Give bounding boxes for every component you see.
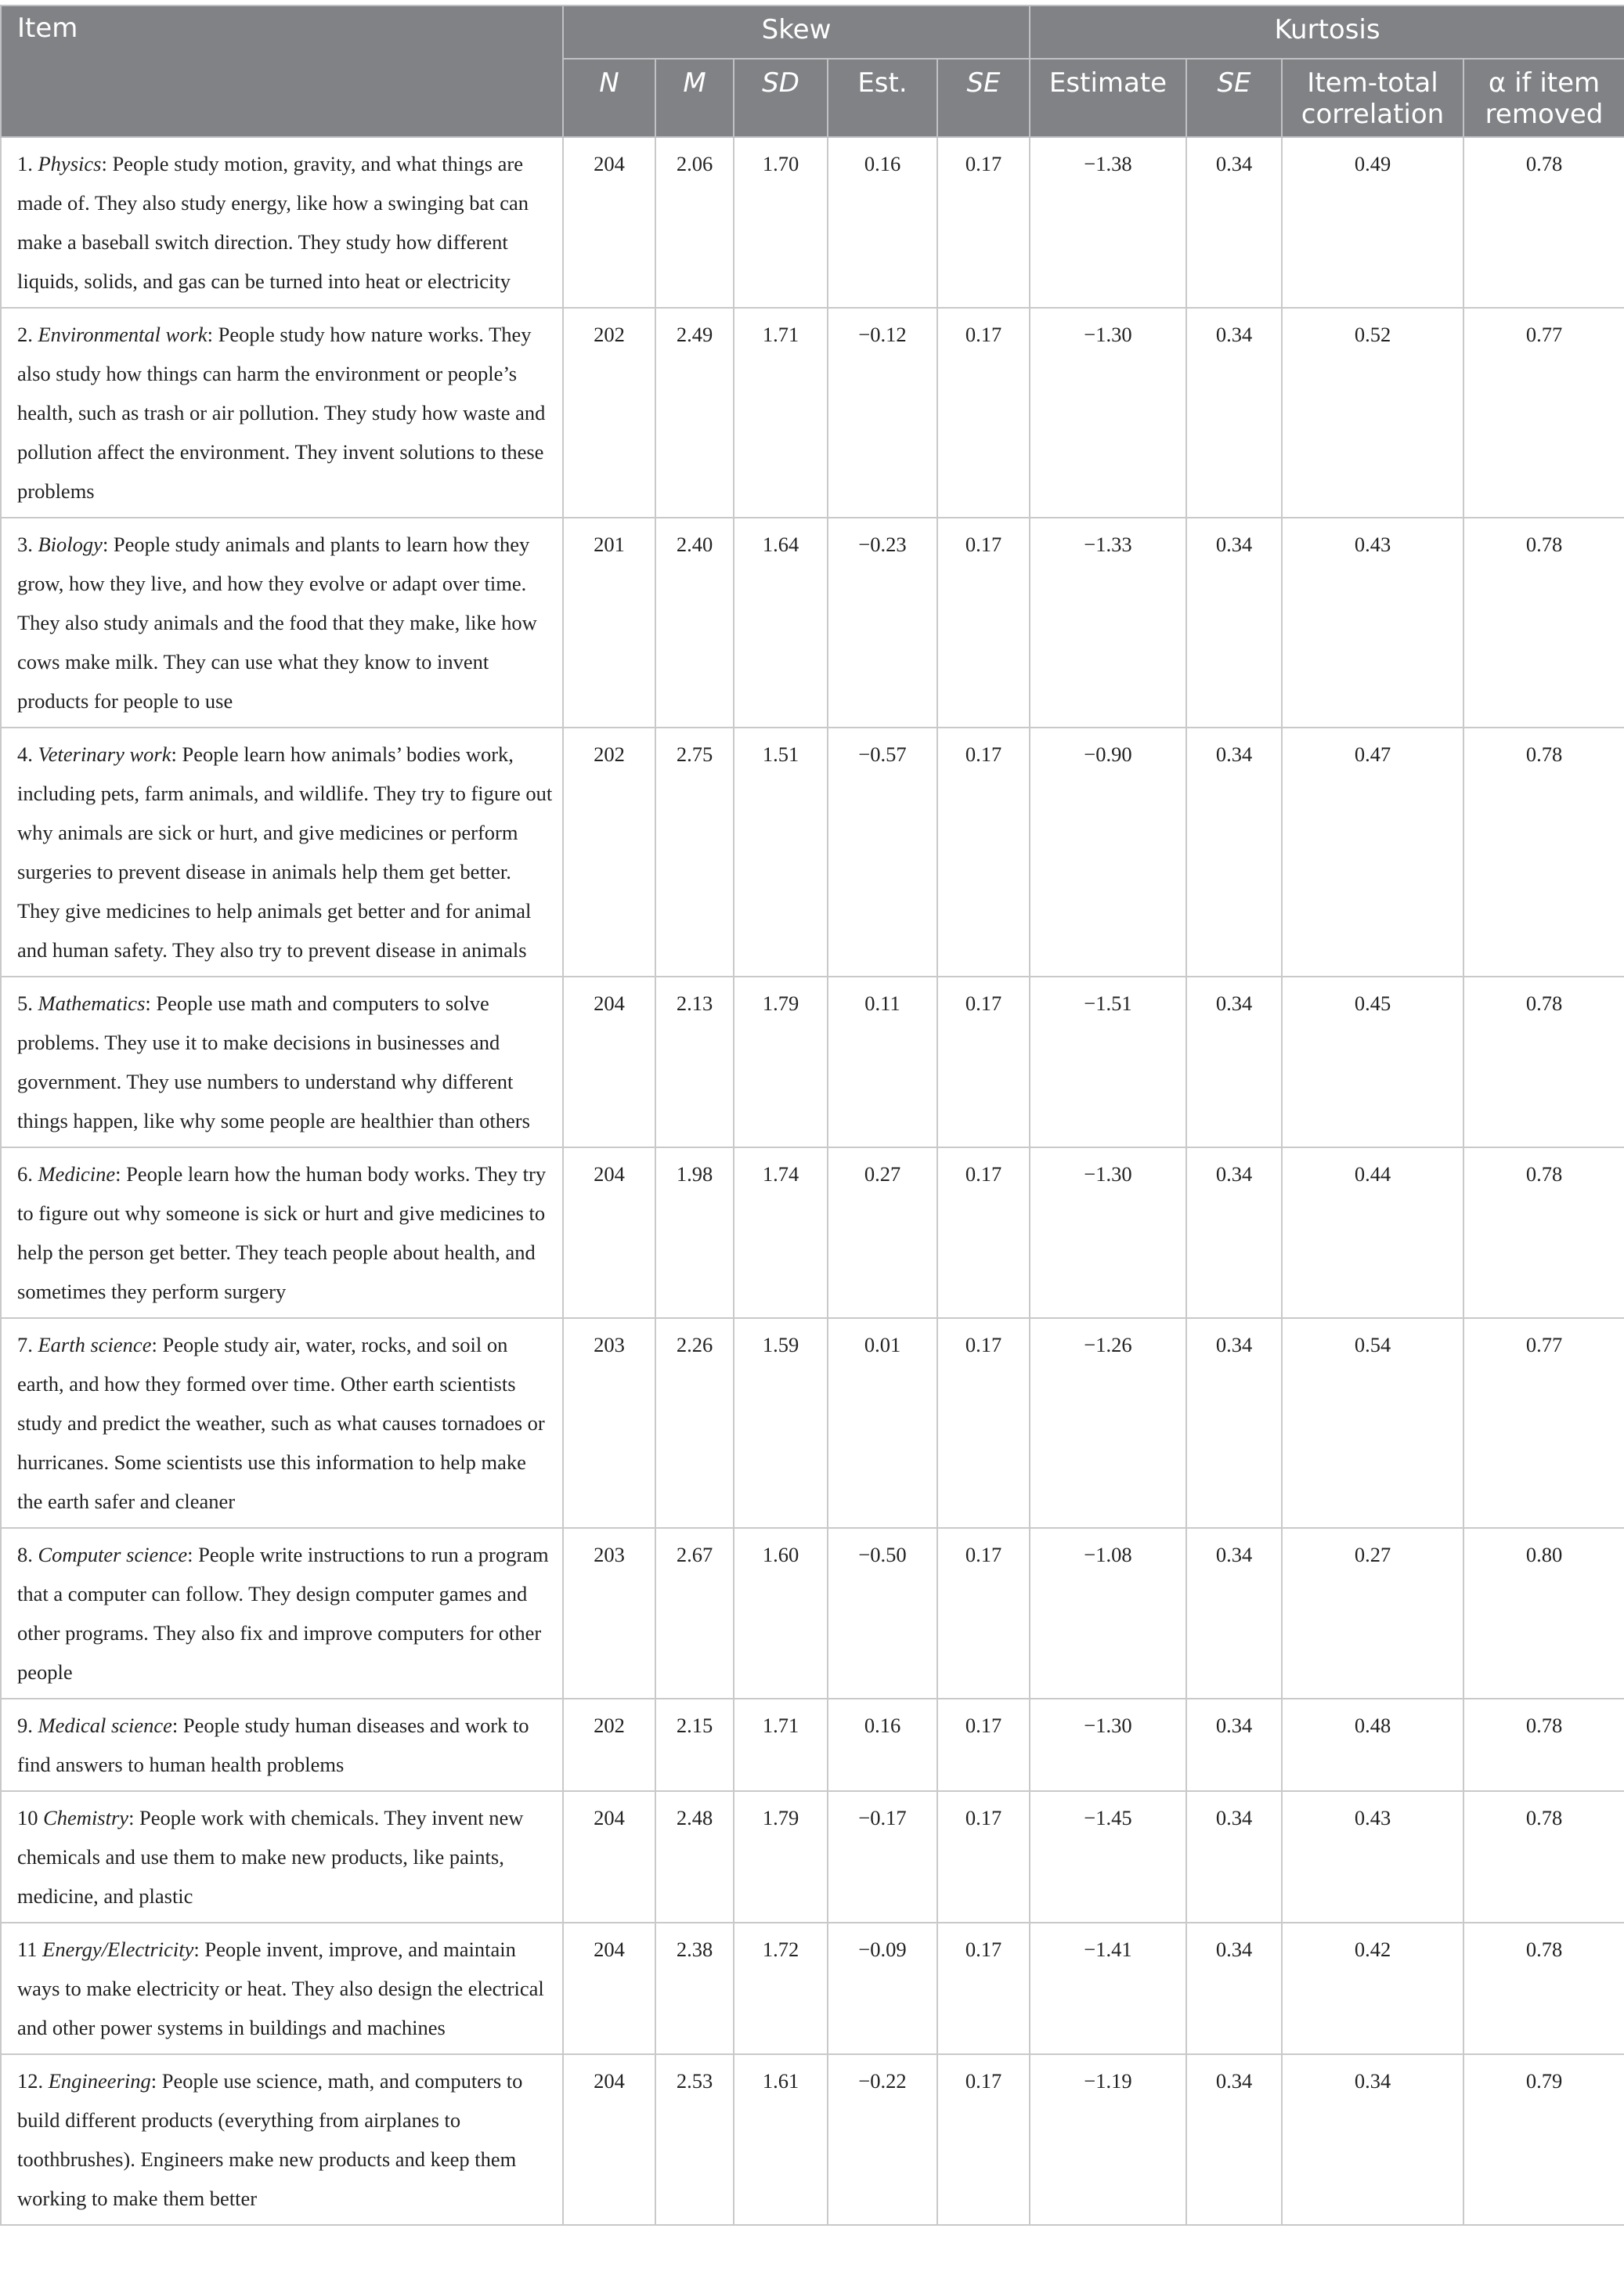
item-name: Medicine: [38, 1162, 116, 1186]
item-total-correlation-cell: 0.43: [1282, 1791, 1463, 1923]
alpha-if-removed-cell: 0.77: [1463, 308, 1624, 518]
table-row: [1, 2054, 1624, 2225]
item-statistics-table: [0, 5, 1624, 2226]
skew-est-cell: −0.50: [828, 1528, 937, 1699]
item-name: Energy/Electricity: [42, 1938, 194, 1961]
skew-est-cell: 0.01: [828, 1318, 937, 1528]
skew-est-cell: −0.17: [828, 1791, 937, 1923]
m-cell: 2.49: [655, 308, 734, 518]
item-description-cell: [1, 1923, 563, 2054]
kurtosis-se-cell: 0.34: [1186, 1791, 1282, 1923]
item-description: : People study how nature works. They also study how things can harm the environment or people’s health, such as trash or air pollution. They study how waste and pollution affect the environment. They invent solutions to these problems: [17, 323, 546, 503]
n-cell: 204: [563, 1923, 655, 2054]
item-description: : People use math and computers to solve problems. They use it to make decisions in businesses and government. They use numbers to understand why different things happen, like why some people are healthier than others: [17, 991, 530, 1132]
n-cell: 202: [563, 1699, 655, 1791]
n-cell: 202: [563, 308, 655, 518]
alpha-if-removed-cell: 0.77: [1463, 1318, 1624, 1528]
kurtosis-se-cell: 0.34: [1186, 1318, 1282, 1528]
item-name: Chemistry: [43, 1806, 129, 1829]
header-kurtosis: Kurtosis: [1030, 5, 1624, 59]
alpha-if-removed-cell: 0.78: [1463, 518, 1624, 728]
m-cell: 2.26: [655, 1318, 734, 1528]
item-name: Veterinary work: [38, 742, 171, 766]
item-name: Environmental work: [38, 323, 208, 346]
item-total-correlation-cell: 0.52: [1282, 308, 1463, 518]
alpha-if-removed-cell: 0.78: [1463, 1147, 1624, 1318]
header-alpha-if-removed: α if item removed: [1463, 59, 1624, 137]
item-total-correlation-cell: 0.34: [1282, 2054, 1463, 2225]
skew-se-cell: 0.17: [937, 977, 1030, 1147]
header-sd: SD: [734, 59, 828, 137]
alpha-if-removed-cell: 0.80: [1463, 1528, 1624, 1699]
item-description-cell: [1, 1147, 563, 1318]
item-name: Earth science: [38, 1333, 152, 1356]
alpha-if-removed-cell: 0.79: [1463, 2054, 1624, 2225]
item-number: 2.: [17, 323, 33, 346]
skew-est-cell: 0.27: [828, 1147, 937, 1318]
skew-se-cell: 0.17: [937, 137, 1030, 308]
item-description-cell: [1, 137, 563, 308]
kurtosis-estimate-cell: −1.26: [1030, 1318, 1186, 1528]
item-total-correlation-cell: 0.47: [1282, 728, 1463, 977]
header-est: Est.: [828, 59, 937, 137]
item-description: : People work with chemicals. They invent new chemicals and use them to make new products, like paints, medicine, and plastic: [17, 1806, 524, 1908]
skew-est-cell: 0.11: [828, 977, 937, 1147]
sd-cell: 1.64: [734, 518, 828, 728]
alpha-if-removed-cell: 0.78: [1463, 1699, 1624, 1791]
header-n: N: [563, 59, 655, 137]
item-total-correlation-cell: 0.43: [1282, 518, 1463, 728]
n-cell: 204: [563, 1791, 655, 1923]
item-number: 8.: [17, 1543, 33, 1566]
m-cell: 2.67: [655, 1528, 734, 1699]
skew-se-cell: 0.17: [937, 1699, 1030, 1791]
n-cell: 201: [563, 518, 655, 728]
skew-se-cell: 0.17: [937, 1147, 1030, 1318]
skew-est-cell: −0.57: [828, 728, 937, 977]
item-total-correlation-cell: 0.44: [1282, 1147, 1463, 1318]
item-description: : People write instructions to run a program that a computer can follow. They design computer games and other programs. They also fix and improve computers for other people: [17, 1543, 549, 1684]
kurtosis-estimate-cell: −1.33: [1030, 518, 1186, 728]
item-number: 4.: [17, 742, 33, 766]
table-row: [1, 977, 1624, 1147]
item-description-cell: [1, 1699, 563, 1791]
item-name: Physics: [38, 152, 102, 175]
n-cell: 204: [563, 2054, 655, 2225]
table-row: [1, 1528, 1624, 1699]
kurtosis-estimate-cell: −1.30: [1030, 1699, 1186, 1791]
item-name: Biology: [38, 533, 103, 556]
m-cell: 2.13: [655, 977, 734, 1147]
item-name: Computer science: [38, 1543, 188, 1566]
table-body: [1, 137, 1624, 2225]
kurtosis-estimate-cell: −1.38: [1030, 137, 1186, 308]
item-number: 10: [17, 1806, 38, 1829]
header-se: SE: [937, 59, 1030, 137]
kurtosis-se-cell: 0.34: [1186, 1699, 1282, 1791]
item-number: 6.: [17, 1162, 33, 1186]
kurtosis-estimate-cell: −1.45: [1030, 1791, 1186, 1923]
sd-cell: 1.74: [734, 1147, 828, 1318]
kurtosis-estimate-cell: −1.30: [1030, 1147, 1186, 1318]
n-cell: 204: [563, 137, 655, 308]
m-cell: 2.15: [655, 1699, 734, 1791]
item-description-cell: [1, 518, 563, 728]
header-estimate: Estimate: [1030, 59, 1186, 137]
kurtosis-se-cell: 0.34: [1186, 308, 1282, 518]
item-description: : People learn how the human body works. They try to figure out why someone is sick or hurt and give medicines to help the person get better. They teach people about health, and sometimes they perform surgery: [17, 1162, 547, 1303]
alpha-if-removed-cell: 0.78: [1463, 977, 1624, 1147]
n-cell: 203: [563, 1528, 655, 1699]
skew-se-cell: 0.17: [937, 2054, 1030, 2225]
table-row: [1, 308, 1624, 518]
table-row: [1, 518, 1624, 728]
skew-se-cell: 0.17: [937, 1318, 1030, 1528]
kurtosis-se-cell: 0.34: [1186, 1528, 1282, 1699]
header-item: Item: [1, 5, 563, 137]
item-description-cell: [1, 1318, 563, 1528]
skew-est-cell: −0.23: [828, 518, 937, 728]
item-description-cell: [1, 2054, 563, 2225]
item-description: : People study motion, gravity, and what things are made of. They also study energy, like how a swinging bat can make a baseball switch direction. They study how different liquids, solids, and gas can be turned into heat or electricity: [17, 152, 529, 293]
kurtosis-se-cell: 0.34: [1186, 1923, 1282, 2054]
m-cell: 1.98: [655, 1147, 734, 1318]
skew-se-cell: 0.17: [937, 728, 1030, 977]
kurtosis-estimate-cell: −1.51: [1030, 977, 1186, 1147]
item-description: : People study human diseases and work to find answers to human health problems: [17, 1714, 529, 1776]
item-description-cell: [1, 977, 563, 1147]
header-item-total-correlation: Item-total correlation: [1282, 59, 1463, 137]
skew-se-cell: 0.17: [937, 1528, 1030, 1699]
item-total-correlation-cell: 0.42: [1282, 1923, 1463, 2054]
n-cell: 204: [563, 977, 655, 1147]
sd-cell: 1.79: [734, 977, 828, 1147]
item-name: Medical science: [38, 1714, 172, 1737]
n-cell: 203: [563, 1318, 655, 1528]
header-group-row: [1, 5, 1624, 59]
item-number: 5.: [17, 991, 33, 1015]
item-number: 7.: [17, 1333, 33, 1356]
sd-cell: 1.51: [734, 728, 828, 977]
item-name: Engineering: [48, 2069, 151, 2093]
alpha-if-removed-cell: 0.78: [1463, 137, 1624, 308]
item-name: Mathematics: [38, 991, 146, 1015]
kurtosis-se-cell: 0.34: [1186, 728, 1282, 977]
table-row: [1, 137, 1624, 308]
item-description: : People study animals and plants to learn how they grow, how they live, and how they evolve or adapt over time. They also study animals and the food that they make, like how cows make milk. They can use what they know to invent products for people to use: [17, 533, 537, 713]
m-cell: 2.75: [655, 728, 734, 977]
item-description-cell: [1, 728, 563, 977]
header-m: M: [655, 59, 734, 137]
sd-cell: 1.71: [734, 1699, 828, 1791]
m-cell: 2.38: [655, 1923, 734, 2054]
table-row: [1, 1791, 1624, 1923]
sd-cell: 1.79: [734, 1791, 828, 1923]
kurtosis-estimate-cell: −1.19: [1030, 2054, 1186, 2225]
item-total-correlation-cell: 0.49: [1282, 137, 1463, 308]
header-kurtosis-se: SE: [1186, 59, 1282, 137]
item-description-cell: [1, 308, 563, 518]
header-skew: Skew: [563, 5, 1030, 59]
table-row: [1, 1699, 1624, 1791]
sd-cell: 1.71: [734, 308, 828, 518]
item-number: 12.: [17, 2069, 44, 2093]
skew-est-cell: −0.09: [828, 1923, 937, 2054]
sd-cell: 1.59: [734, 1318, 828, 1528]
n-cell: 202: [563, 728, 655, 977]
kurtosis-estimate-cell: −1.30: [1030, 308, 1186, 518]
item-total-correlation-cell: 0.45: [1282, 977, 1463, 1147]
skew-se-cell: 0.17: [937, 1923, 1030, 2054]
item-total-correlation-cell: 0.48: [1282, 1699, 1463, 1791]
item-description: : People use science, math, and computers to build different products (everything from airplanes to toothbrushes). Engineers make new products and keep them working to make them better: [17, 2069, 523, 2210]
sd-cell: 1.61: [734, 2054, 828, 2225]
alpha-if-removed-cell: 0.78: [1463, 1923, 1624, 2054]
item-description-cell: [1, 1528, 563, 1699]
skew-se-cell: 0.17: [937, 308, 1030, 518]
alpha-if-removed-cell: 0.78: [1463, 1791, 1624, 1923]
kurtosis-estimate-cell: −1.08: [1030, 1528, 1186, 1699]
skew-est-cell: 0.16: [828, 1699, 937, 1791]
sd-cell: 1.72: [734, 1923, 828, 2054]
item-description: : People invent, improve, and maintain ways to make electricity or heat. They also design the electrical and other power systems in buildings and machines: [17, 1938, 544, 2039]
table-header: [1, 5, 1624, 137]
skew-est-cell: 0.16: [828, 137, 937, 308]
skew-se-cell: 0.17: [937, 518, 1030, 728]
m-cell: 2.06: [655, 137, 734, 308]
kurtosis-estimate-cell: −1.41: [1030, 1923, 1186, 2054]
table-row: [1, 1147, 1624, 1318]
kurtosis-se-cell: 0.34: [1186, 518, 1282, 728]
kurtosis-se-cell: 0.34: [1186, 1147, 1282, 1318]
item-number: 3.: [17, 533, 33, 556]
item-number: 9.: [17, 1714, 33, 1737]
kurtosis-se-cell: 0.34: [1186, 2054, 1282, 2225]
kurtosis-se-cell: 0.34: [1186, 137, 1282, 308]
n-cell: 204: [563, 1147, 655, 1318]
item-total-correlation-cell: 0.54: [1282, 1318, 1463, 1528]
item-description-cell: [1, 1791, 563, 1923]
skew-se-cell: 0.17: [937, 1791, 1030, 1923]
m-cell: 2.53: [655, 2054, 734, 2225]
kurtosis-se-cell: 0.34: [1186, 977, 1282, 1147]
item-description: : People study air, water, rocks, and soil on earth, and how they formed over time. Other earth scientists study and predict the weather, such as what causes tornadoes or hurricanes. Some scientists use this information to help make the earth safer and cleaner: [17, 1333, 545, 1513]
skew-est-cell: −0.12: [828, 308, 937, 518]
sd-cell: 1.60: [734, 1528, 828, 1699]
m-cell: 2.40: [655, 518, 734, 728]
skew-est-cell: −0.22: [828, 2054, 937, 2225]
m-cell: 2.48: [655, 1791, 734, 1923]
item-total-correlation-cell: 0.27: [1282, 1528, 1463, 1699]
item-number: 11: [17, 1938, 38, 1961]
table-row: [1, 1318, 1624, 1528]
item-number: 1.: [17, 152, 33, 175]
sd-cell: 1.70: [734, 137, 828, 308]
alpha-if-removed-cell: 0.78: [1463, 728, 1624, 977]
table-row: [1, 728, 1624, 977]
table-row: [1, 1923, 1624, 2054]
item-description: : People learn how animals’ bodies work, including pets, farm animals, and wildlife. They try to figure out why animals are sick or hurt, and give medicines or perform surgeries to prevent disease in animals help them get better. They give medicines to help animals get better and for animal and human safety. They also try to prevent disease in animals: [17, 742, 553, 962]
kurtosis-estimate-cell: −0.90: [1030, 728, 1186, 977]
